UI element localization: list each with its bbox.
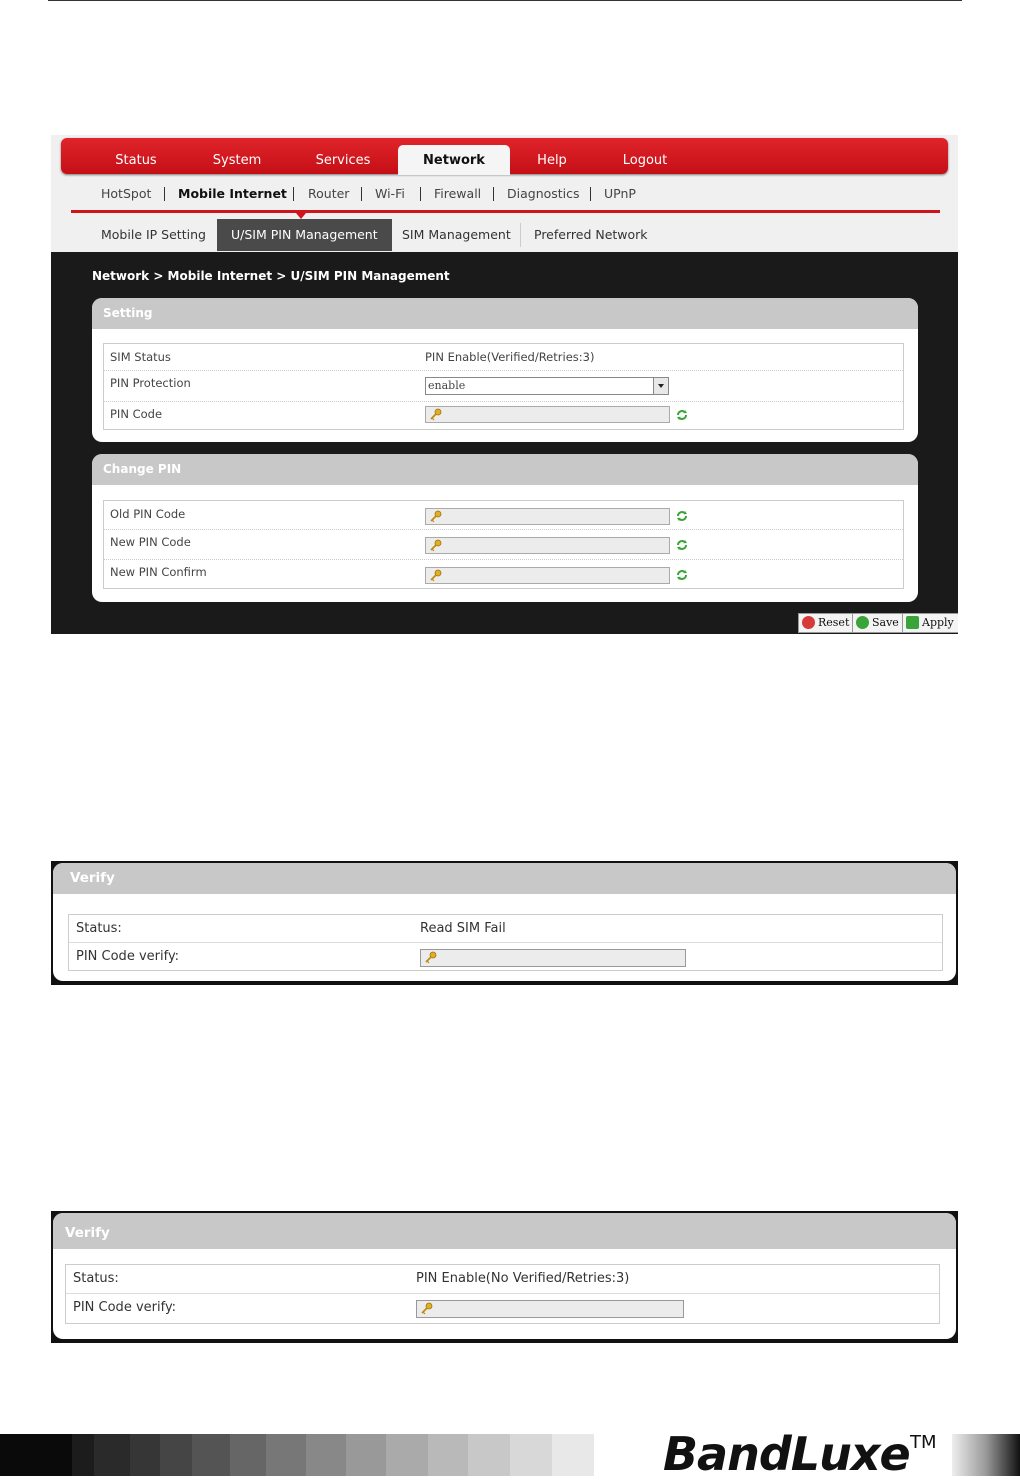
old-pin-label: Old PIN Code [110, 507, 186, 521]
old-pin-input[interactable] [425, 508, 670, 525]
subnav-underline [71, 210, 940, 213]
subnav-firewall[interactable]: Firewall [434, 186, 482, 201]
new-pin-label: New PIN Code [110, 535, 191, 549]
trademark-symbol: TM [910, 1432, 937, 1453]
key-icon [429, 408, 442, 421]
refresh-icon[interactable] [676, 539, 688, 551]
footer-grayscale-bar [0, 1434, 72, 1476]
verify-status-value: PIN Enable(No Verified/Retries:3) [416, 1271, 630, 1286]
tab-system[interactable]: System [212, 153, 262, 168]
footer-grayscale-bar [552, 1434, 594, 1476]
confirm-pin-row [104, 560, 903, 588]
footer-grayscale-bar [428, 1434, 468, 1476]
refresh-icon[interactable] [676, 510, 688, 522]
subnav-separator [493, 187, 494, 201]
tab-usim-pin-management[interactable]: U/SIM PIN Management [217, 219, 392, 251]
header [51, 135, 958, 252]
verify-pin-row [66, 1294, 939, 1323]
tab-preferred-network[interactable]: Preferred Network [534, 227, 648, 242]
sim-status-label: SIM Status [110, 350, 171, 364]
verify-status-row [66, 1265, 939, 1294]
new-pin-row [104, 530, 903, 560]
tab-logout[interactable]: Logout [622, 153, 668, 168]
bandluxe-logo: BandLuxe [663, 1427, 910, 1481]
close-icon [802, 616, 815, 629]
verify-pin-input[interactable] [420, 949, 686, 967]
reset-button[interactable] [798, 613, 854, 633]
setting-panel-title: Setting [92, 298, 918, 329]
save-button[interactable] [852, 613, 904, 633]
key-icon [429, 569, 442, 582]
play-icon [906, 616, 919, 629]
pin-protection-selected: enable [428, 379, 466, 392]
change-pin-panel-title: Change PIN [92, 454, 918, 485]
footer-grayscale-bar [346, 1434, 386, 1476]
subnav-mobile-internet[interactable]: Mobile Internet [178, 186, 287, 201]
key-icon [424, 951, 437, 964]
pin-code-label: PIN Code [110, 407, 163, 421]
tab-help[interactable]: Help [537, 153, 567, 168]
verify-pin-input[interactable] [416, 1300, 684, 1318]
footer-grayscale-bar [468, 1434, 510, 1476]
pin-protection-row [104, 371, 903, 402]
chevron-down-icon[interactable] [653, 378, 668, 394]
check-icon [856, 616, 869, 629]
page-top-rule [48, 0, 962, 1]
refresh-icon[interactable] [676, 409, 688, 421]
footer-grayscale-bar [510, 1434, 552, 1476]
pin-code-row [104, 402, 903, 429]
footer-grayscale-bar [72, 1434, 94, 1476]
verify-screenshot-2 [51, 1211, 958, 1343]
router-ui-screenshot [51, 135, 958, 634]
save-button-label: Save [872, 616, 899, 629]
new-pin-input[interactable] [425, 537, 670, 554]
footer-grayscale-bar [386, 1434, 428, 1476]
apply-button-label: Apply [922, 616, 954, 629]
subnav-separator [590, 187, 591, 201]
tab-mobile-ip-setting[interactable]: Mobile IP Setting [101, 227, 206, 242]
verify-screenshot-1 [51, 861, 958, 985]
tab-network[interactable]: Network [398, 145, 510, 175]
setting-table [103, 343, 904, 430]
verify-status-row [69, 915, 942, 943]
subnav-hotspot[interactable]: HotSpot [101, 186, 152, 201]
confirm-pin-label: New PIN Confirm [110, 565, 207, 579]
footer-grayscale-bar [306, 1434, 346, 1476]
footer-grayscale-bar [130, 1434, 160, 1476]
footer-grayscale-bar [266, 1434, 306, 1476]
pin-protection-label: PIN Protection [110, 376, 191, 390]
refresh-icon[interactable] [676, 569, 688, 581]
verify-pin-label: PIN Code verify: [73, 1300, 177, 1315]
subnav-router[interactable]: Router [308, 186, 350, 201]
verify-pin-label: PIN Code verify: [76, 949, 180, 964]
subnav-diagnostics[interactable]: Diagnostics [507, 186, 580, 201]
verify-status-label: Status: [73, 1271, 119, 1286]
change-pin-panel [92, 454, 918, 602]
verify-panel-2 [53, 1213, 956, 1339]
footer-grayscale-bar [94, 1434, 130, 1476]
tab-status[interactable]: Status [115, 153, 157, 168]
verify-status-value: Read SIM Fail [420, 921, 506, 936]
key-icon [429, 539, 442, 552]
footer-grayscale-bar [230, 1434, 266, 1476]
breadcrumb: Network > Mobile Internet > U/SIM PIN Management [92, 269, 450, 283]
verify-panel-1 [53, 863, 956, 981]
key-icon [420, 1302, 433, 1315]
verify-table-2 [65, 1264, 940, 1324]
apply-button[interactable] [902, 613, 958, 633]
pin-protection-select[interactable] [425, 377, 669, 395]
pin-code-input[interactable] [425, 406, 670, 423]
verify-status-label: Status: [76, 921, 122, 936]
sim-status-value: PIN Enable(Verified/Retries:3) [425, 350, 595, 364]
confirm-pin-input[interactable] [425, 567, 670, 584]
verify-pin-row [69, 943, 942, 970]
subnav-separator [164, 187, 165, 201]
setting-panel [92, 298, 918, 442]
sim-status-row [104, 344, 903, 371]
footer-grayscale-bar [192, 1434, 230, 1476]
tab-services[interactable]: Services [315, 153, 371, 168]
footer-grayscale-bar [160, 1434, 192, 1476]
footer-grayscale-bar [952, 1434, 1020, 1476]
subnav-separator [361, 187, 362, 201]
verify-panel-1-title: Verify [53, 863, 956, 894]
old-pin-row [104, 501, 903, 530]
subnav-upnp[interactable]: UPnP [604, 186, 636, 201]
subnav-wifi[interactable]: Wi-Fi [375, 186, 405, 201]
key-icon [429, 510, 442, 523]
change-pin-table [103, 500, 904, 589]
tab-sim-management[interactable]: SIM Management [402, 227, 511, 242]
verify-table-1 [68, 914, 943, 971]
subnav-separator [293, 187, 294, 201]
reset-button-label: Reset [818, 616, 850, 629]
subnav-separator [420, 187, 421, 201]
verify-panel-2-title: Verify [53, 1213, 956, 1249]
